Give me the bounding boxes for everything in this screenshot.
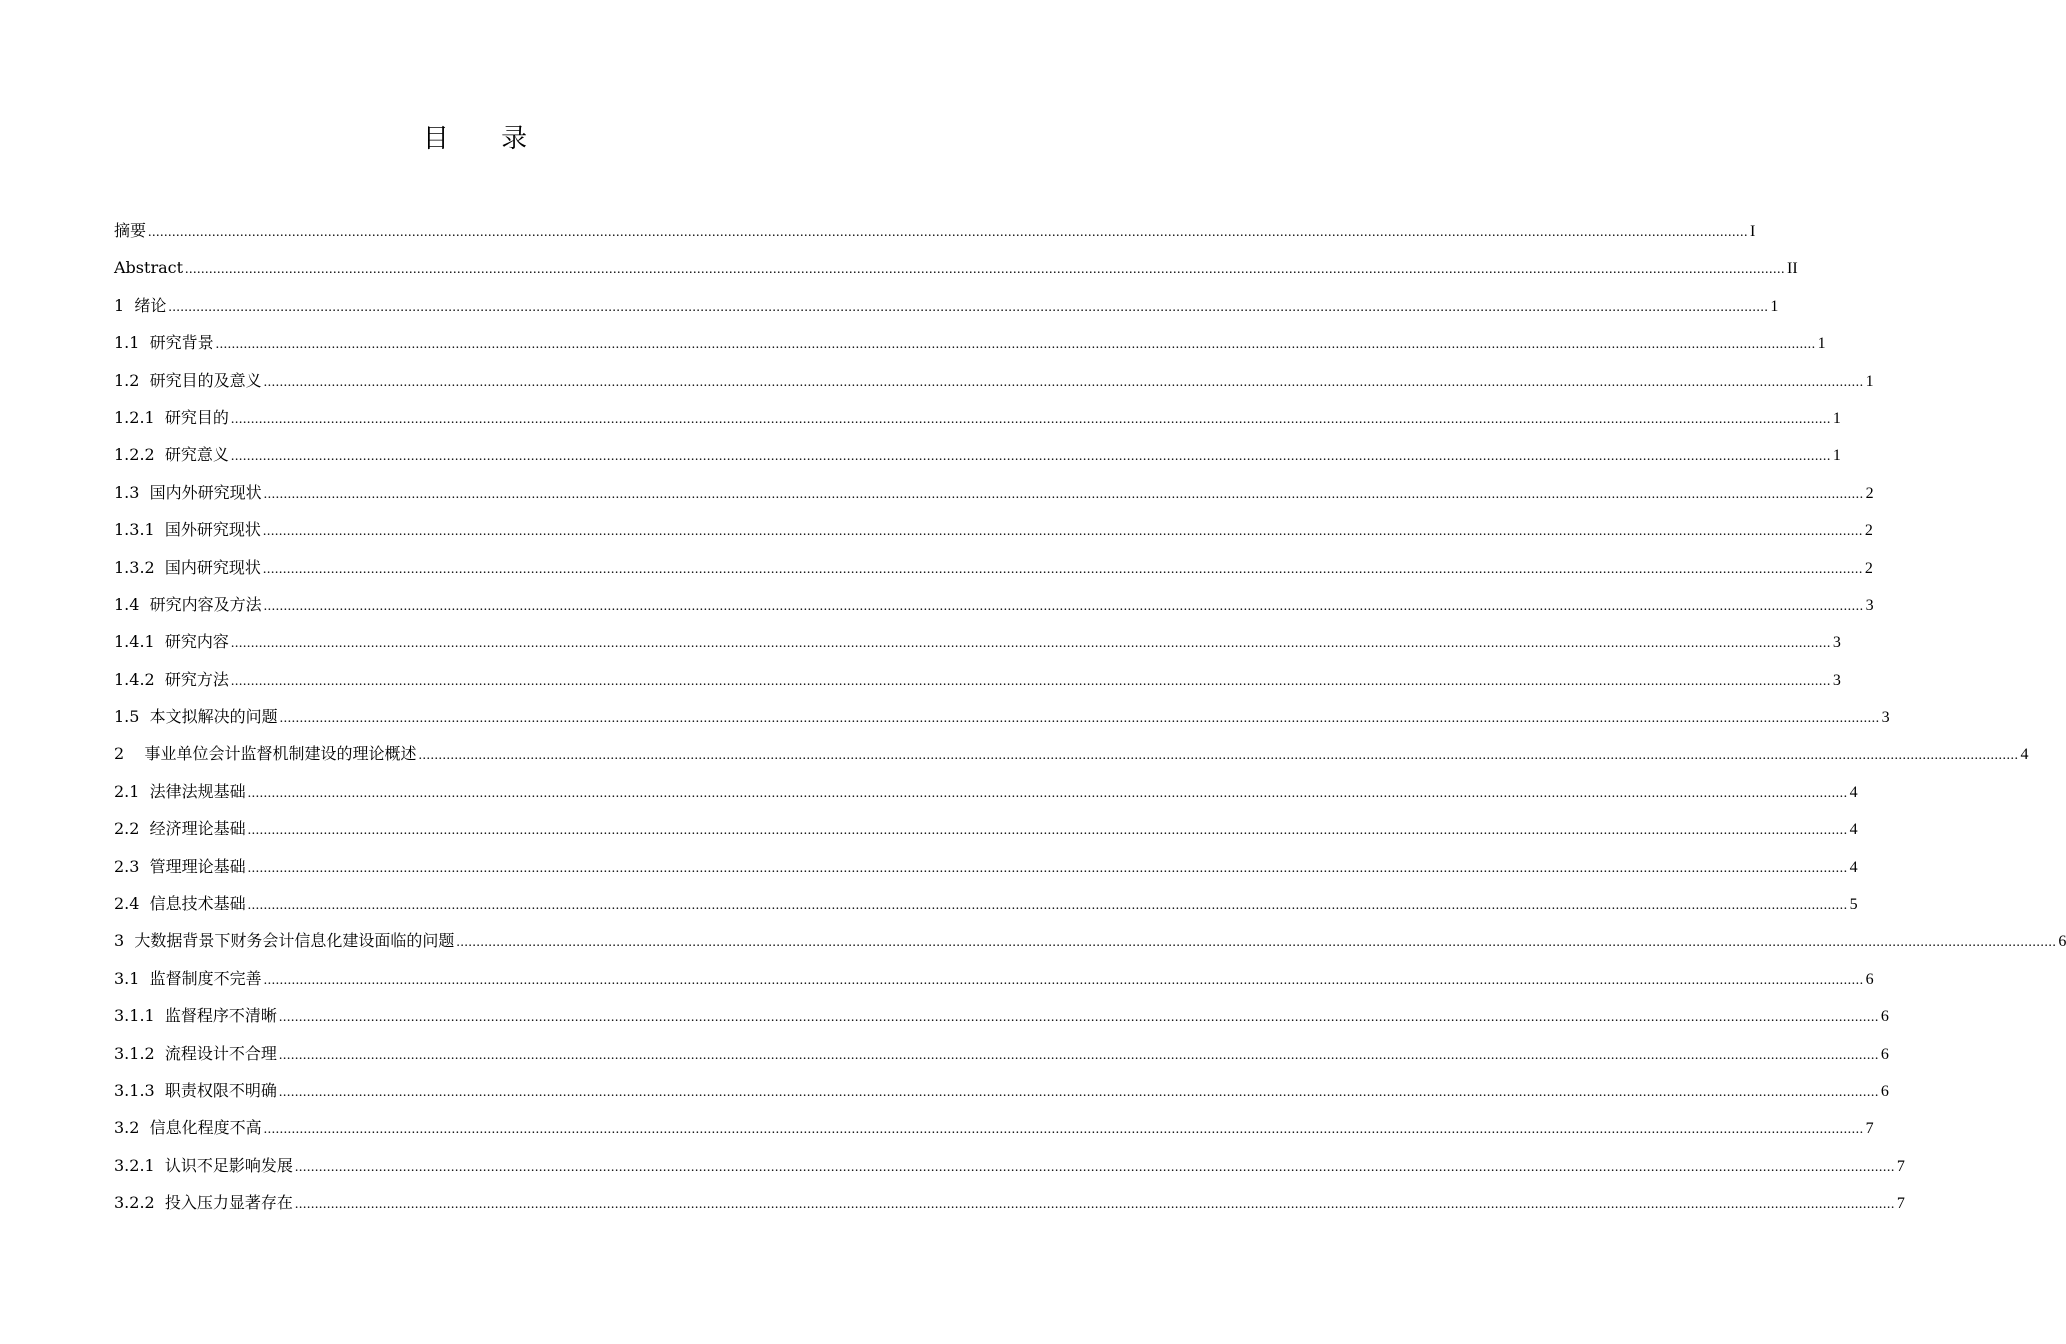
toc-entry-label: 1.4.1 研究内容 xyxy=(114,632,229,652)
toc-entry-page-number: 1 xyxy=(1865,372,1874,390)
toc-entry[interactable] xyxy=(114,366,1874,403)
toc-dot-leader: ................................................................................................................................................................................................................................................................................................................................................................................................................ xyxy=(247,860,1848,876)
toc-dot-leader: ................................................................................................................................................................................................................................................................................................................................................................................................................ xyxy=(294,1197,1895,1213)
toc-entry[interactable] xyxy=(114,403,1841,440)
toc-entry-label: 3.2 信息化程度不高 xyxy=(114,1118,262,1138)
toc-entry-page-number: 1 xyxy=(1817,335,1826,353)
toc-entry[interactable] xyxy=(114,253,1798,290)
toc-entry[interactable] xyxy=(114,814,1858,851)
toc-dot-leader: ................................................................................................................................................................................................................................................................................................................................................................................................................ xyxy=(294,1159,1895,1175)
toc-entry-page-number: 6 xyxy=(2058,933,2066,951)
toc-dot-leader: ................................................................................................................................................................................................................................................................................................................................................................................................................ xyxy=(230,411,1831,427)
toc-entry[interactable] xyxy=(114,1039,1889,1076)
toc-entry-label: 3.1.3 职责权限不明确 xyxy=(114,1080,277,1100)
toc-entry-label: 3.2.2 投入压力显著存在 xyxy=(114,1193,293,1213)
toc-entry[interactable] xyxy=(114,739,2029,776)
toc-title: 目 录 xyxy=(422,124,550,154)
toc-entry-page-number: 7 xyxy=(1896,1195,1905,1213)
toc-entry[interactable] xyxy=(114,216,1756,253)
toc-dot-leader: ................................................................................................................................................................................................................................................................................................................................................................................................................ xyxy=(263,374,1864,390)
toc-dot-leader: ................................................................................................................................................................................................................................................................................................................................................................................................................ xyxy=(263,1122,1864,1138)
toc-entry[interactable] xyxy=(114,1113,1874,1150)
toc-entry-page-number: 7 xyxy=(1865,1120,1874,1138)
toc-dot-leader: ................................................................................................................................................................................................................................................................................................................................................................................................................ xyxy=(456,935,2057,951)
toc-entry-page-number: 4 xyxy=(1849,783,1858,801)
toc-entry-page-number: 1 xyxy=(1832,447,1841,465)
toc-entry[interactable] xyxy=(114,889,1858,926)
toc-dot-leader: ................................................................................................................................................................................................................................................................................................................................................................................................................ xyxy=(247,823,1848,839)
toc-entry-page-number: 4 xyxy=(1849,821,1858,839)
toc-entry[interactable] xyxy=(114,291,1779,328)
toc-entry-page-number: 3 xyxy=(1832,671,1841,689)
toc-dot-leader: ................................................................................................................................................................................................................................................................................................................................................................................................................ xyxy=(247,898,1848,914)
toc-entry-page-number: 4 xyxy=(2020,746,2029,764)
toc-entry[interactable] xyxy=(114,1076,1889,1113)
toc-dot-leader: ................................................................................................................................................................................................................................................................................................................................................................................................................ xyxy=(278,1047,1879,1063)
toc-dot-leader: ................................................................................................................................................................................................................................................................................................................................................................................................................ xyxy=(168,299,1769,315)
toc-entry-page-number: 2 xyxy=(1865,484,1874,502)
toc-entry[interactable] xyxy=(114,590,1874,627)
toc-dot-leader: ................................................................................................................................................................................................................................................................................................................................................................................................................ xyxy=(262,561,1863,577)
toc-entry[interactable] xyxy=(114,665,1841,702)
toc-dot-leader: ................................................................................................................................................................................................................................................................................................................................................................................................................ xyxy=(278,1084,1879,1100)
toc-entry-label: 3.1.2 流程设计不合理 xyxy=(114,1043,277,1063)
toc-entry-label: 1.2.2 研究意义 xyxy=(114,445,229,465)
toc-entry-page-number: 6 xyxy=(1880,1082,1889,1100)
toc-entry[interactable] xyxy=(114,926,2066,963)
toc-entry[interactable] xyxy=(114,478,1874,515)
toc-entry-label: 1.5 本文拟解决的问题 xyxy=(114,707,278,727)
toc-dot-leader: ................................................................................................................................................................................................................................................................................................................................................................................................................ xyxy=(230,636,1831,652)
toc-entry-label: 2.3 管理理论基础 xyxy=(114,856,246,876)
toc-entry-label: 3.2.1 认识不足影响发展 xyxy=(114,1155,293,1175)
toc-entry-label: 2.2 经济理论基础 xyxy=(114,819,246,839)
toc-entry-page-number: 2 xyxy=(1864,559,1873,577)
toc-entry[interactable] xyxy=(114,852,1858,889)
toc-entry-label: Abstract xyxy=(114,258,184,278)
toc-entry-page-number: 7 xyxy=(1896,1157,1905,1175)
toc-entry-page-number: 2 xyxy=(1864,522,1873,540)
toc-entry-label: 3 大数据背景下财务会计信息化建设面临的问题 xyxy=(114,931,455,951)
toc-entry-label: 1.3 国内外研究现状 xyxy=(114,482,262,502)
toc-entry-label: 摘要 xyxy=(114,221,147,240)
toc-entry-label: 1.3.1 国外研究现状 xyxy=(114,520,261,540)
toc-entry-label: 2.1 法律法规基础 xyxy=(114,781,246,801)
toc-dot-leader: ................................................................................................................................................................................................................................................................................................................................................................................................................ xyxy=(263,972,1864,988)
toc-dot-leader: ................................................................................................................................................................................................................................................................................................................................................................................................................ xyxy=(247,785,1848,801)
toc-entry-label: 3.1.1 监督程序不清晰 xyxy=(114,1006,277,1026)
toc-entry-page-number: II xyxy=(1787,260,1798,278)
toc-entry-label: 1.2 研究目的及意义 xyxy=(114,370,262,390)
toc-entry[interactable] xyxy=(114,328,1826,365)
toc-dot-leader: ................................................................................................................................................................................................................................................................................................................................................................................................................ xyxy=(185,262,1786,278)
toc-dot-leader: ................................................................................................................................................................................................................................................................................................................................................................................................................ xyxy=(263,486,1864,502)
toc-entry-page-number: 3 xyxy=(1881,709,1890,727)
toc-entry-page-number: 6 xyxy=(1865,970,1874,988)
toc-entry[interactable] xyxy=(114,964,1874,1001)
toc-entry[interactable] xyxy=(114,777,1858,814)
toc-list xyxy=(114,216,2066,1226)
toc-entry-label: 2.4 信息技术基础 xyxy=(114,894,246,914)
toc-dot-leader: ................................................................................................................................................................................................................................................................................................................................................................................................................ xyxy=(230,673,1831,689)
toc-entry[interactable] xyxy=(114,627,1841,664)
toc-entry-page-number: 1 xyxy=(1832,409,1841,427)
toc-dot-leader: ................................................................................................................................................................................................................................................................................................................................................................................................................ xyxy=(263,598,1864,614)
toc-dot-leader: ................................................................................................................................................................................................................................................................................................................................................................................................................ xyxy=(230,449,1831,465)
toc-entry-label: 1.4.2 研究方法 xyxy=(114,669,229,689)
toc-entry[interactable] xyxy=(114,702,1890,739)
toc-entry-label: 1.3.2 国内研究现状 xyxy=(114,557,261,577)
toc-entry-label: 1.2.1 研究目的 xyxy=(114,407,229,427)
toc-entry-label: 1.4 研究内容及方法 xyxy=(114,594,262,614)
toc-entry[interactable] xyxy=(114,1188,1905,1225)
toc-dot-leader: ................................................................................................................................................................................................................................................................................................................................................................................................................ xyxy=(262,524,1863,540)
toc-entry-label: 1.1 研究背景 xyxy=(114,333,214,353)
toc-entry[interactable] xyxy=(114,515,1873,552)
toc-dot-leader: ................................................................................................................................................................................................................................................................................................................................................................................................................ xyxy=(148,225,1749,240)
toc-entry-page-number: 5 xyxy=(1849,896,1858,914)
toc-entry[interactable] xyxy=(114,553,1873,590)
toc-entry-page-number: I xyxy=(1750,223,1756,240)
toc-entry[interactable] xyxy=(114,1151,1905,1188)
toc-dot-leader: ................................................................................................................................................................................................................................................................................................................................................................................................................ xyxy=(215,337,1816,353)
toc-entry-page-number: 3 xyxy=(1832,634,1841,652)
toc-entry-page-number: 1 xyxy=(1770,297,1779,315)
toc-entry-label: 2 事业单位会计监督机制建设的理论概述 xyxy=(114,744,417,764)
toc-entry-page-number: 6 xyxy=(1880,1008,1889,1026)
toc-entry-page-number: 4 xyxy=(1849,858,1858,876)
toc-entry-page-number: 6 xyxy=(1880,1045,1889,1063)
toc-entry[interactable] xyxy=(114,440,1841,477)
toc-entry[interactable] xyxy=(114,1001,1889,1038)
toc-dot-leader: ................................................................................................................................................................................................................................................................................................................................................................................................................ xyxy=(278,1010,1879,1026)
toc-entry-label: 3.1 监督制度不完善 xyxy=(114,968,262,988)
toc-dot-leader: ................................................................................................................................................................................................................................................................................................................................................................................................................ xyxy=(279,711,1880,727)
toc-entry-label: 1 绪论 xyxy=(114,295,167,315)
toc-dot-leader: ................................................................................................................................................................................................................................................................................................................................................................................................................ xyxy=(418,748,2019,764)
toc-entry-page-number: 3 xyxy=(1865,596,1874,614)
